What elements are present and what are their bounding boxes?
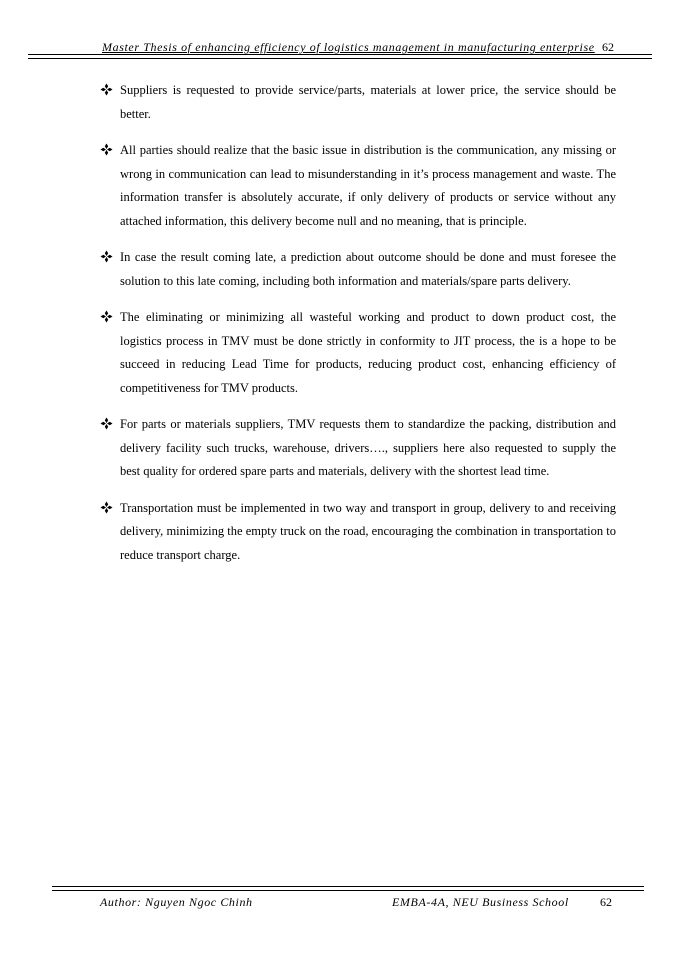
list-item (100, 139, 616, 233)
header-rule (28, 54, 652, 59)
header-title: Master Thesis of enhancing efficiency of logistics management in manufacturing enterprise (102, 40, 595, 54)
header-page-number: 62 (602, 40, 614, 54)
footer-page-number: 62 (600, 895, 612, 909)
list-item (100, 246, 616, 293)
list-item (100, 306, 616, 400)
list-item (100, 413, 616, 484)
bullet-list (100, 79, 616, 580)
four-diamond-bullet-icon (100, 250, 113, 263)
four-diamond-bullet-icon (100, 417, 113, 430)
list-item (100, 79, 616, 126)
list-item-text: Transportation must be implemented in two way and transport in group, delivery to and receiving delivery, minimizing the empty truck on the road, encouraging the combination in transportation to reduce transport charge. (120, 500, 616, 562)
list-item-text: Suppliers is requested to provide service/parts, materials at lower price, the service should be better. (120, 83, 616, 121)
list-item-text: In case the result coming late, a prediction about outcome should be done and must foresee the solution to this late coming, including both information and materials/spare parts delivery. (120, 250, 616, 288)
footer-rule (52, 886, 644, 891)
four-diamond-bullet-icon (100, 501, 113, 514)
list-item-text: All parties should realize that the basic issue in distribution is the communication, any missing or wrong in communication can lead to misunderstanding in it’s process management and waste. The information transfer is absolutely accurate, if only delivery of products or service without any attached information, this delivery become null and no meaning, that is principle. (120, 143, 616, 228)
footer-author: Author: Nguyen Ngoc Chinh (100, 895, 253, 909)
four-diamond-bullet-icon (100, 83, 113, 96)
list-item-text: The eliminating or minimizing all wasteful working and product to down product cost, the logistics process in TMV must be done strictly in conformity to JIT process, the is a hope to be succeed in reducing Lead Time for products, reducing product cost, enhancing efficiency of competitiveness for TMV products. (120, 310, 616, 395)
four-diamond-bullet-icon (100, 310, 113, 323)
footer-school: EMBA-4A, NEU Business School (392, 895, 569, 909)
list-item-text: For parts or materials suppliers, TMV requests them to standardize the packing, distribution and delivery facility such trucks, warehouse, drivers…., suppliers here also requested to supply the best quality for ordered spare parts and materials, delivery with the shortest lead time. (120, 417, 616, 478)
list-item (100, 497, 616, 568)
four-diamond-bullet-icon (100, 143, 113, 156)
